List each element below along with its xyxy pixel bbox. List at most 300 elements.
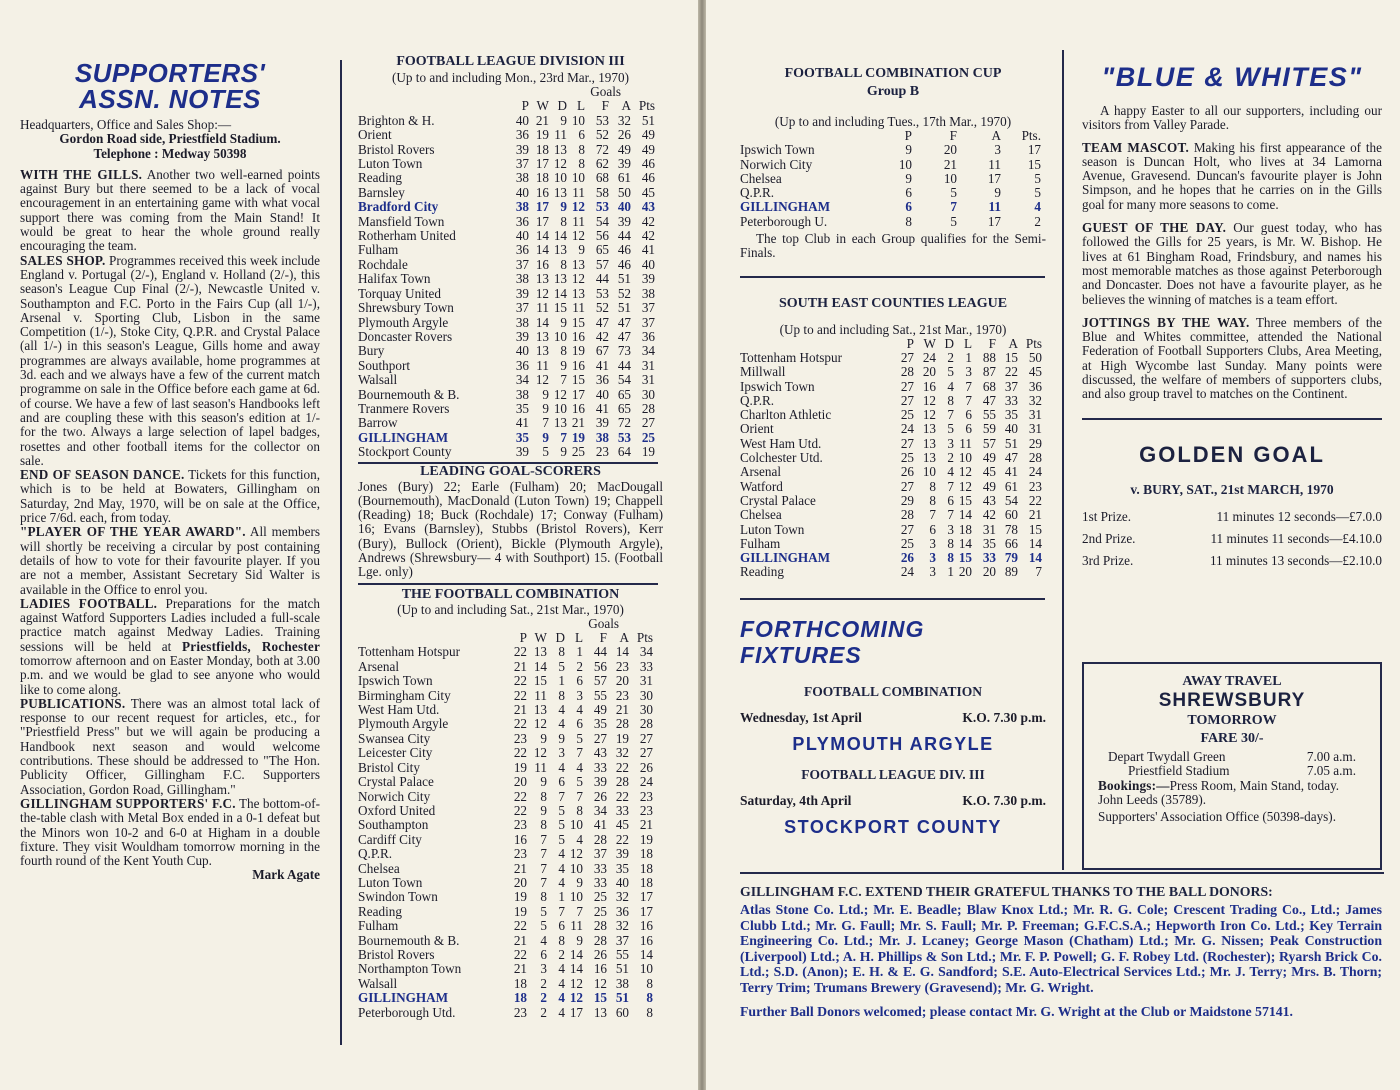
column-header: W	[923, 335, 936, 351]
away-travel-box	[1082, 662, 1382, 870]
depart-place: Priestfield Stadium	[1128, 763, 1230, 779]
stat-cell: 32	[617, 112, 631, 128]
table-row	[358, 431, 655, 445]
stat-cell: 19	[513, 903, 527, 919]
team-name: Charlton Athletic	[740, 407, 832, 423]
stat-cell: 11	[988, 199, 1001, 215]
stat-cell: 14	[1028, 535, 1042, 551]
stat-cell: 42	[641, 213, 655, 229]
stat-cell: 9	[542, 400, 549, 416]
stat-cell: 7	[576, 745, 583, 761]
stat-cell: 7	[1035, 564, 1042, 580]
stat-cell: 65	[617, 400, 631, 416]
stat-cell: 21	[513, 860, 527, 876]
column-header: L	[574, 630, 583, 646]
team-name: Arsenal	[740, 464, 782, 480]
signature: Mark Agate	[252, 867, 320, 883]
stat-cell: 40	[617, 199, 631, 215]
stat-cell: 51	[1004, 435, 1018, 451]
stat-cell: 19	[571, 429, 585, 445]
stat-cell: 5	[1034, 170, 1041, 186]
div3-subtitle: (Up to and including Mon., 23rd Mar., 1970)	[392, 70, 629, 85]
fixture1-date: Wednesday, 1st April	[740, 709, 862, 725]
table-row	[358, 862, 653, 876]
stat-cell: 17	[1027, 142, 1041, 158]
stat-cell: 6	[558, 774, 565, 790]
stat-cell: 14	[569, 946, 583, 962]
para-heading: LADIES FOOTBALL.	[20, 595, 158, 611]
stat-cell: 41	[641, 242, 655, 258]
stat-cell: 8	[560, 343, 567, 359]
stat-cell: 21	[513, 658, 527, 674]
stat-cell: 17	[535, 199, 549, 215]
prize-row	[1082, 550, 1382, 572]
team-name: Reading	[358, 903, 402, 919]
stat-cell: 40	[515, 112, 529, 128]
stat-cell: 32	[615, 889, 629, 905]
stat-cell: 53	[595, 199, 609, 215]
table-row	[740, 494, 1042, 508]
team-name: Ipswich Town	[740, 378, 815, 394]
stat-cell: 39	[515, 285, 529, 301]
stat-cell: 31	[1028, 421, 1042, 437]
stat-cell: 12	[593, 975, 607, 991]
team-name: Bristol Rovers	[358, 946, 435, 962]
stat-cell: 14	[639, 946, 653, 962]
secl-subtitle: (Up to and including Sat., 21st Mar., 1970)	[779, 321, 1007, 337]
team-name: GILLINGHAM	[358, 429, 449, 445]
stat-cell: 11	[988, 156, 1001, 172]
team-name: Plymouth Argyle	[358, 314, 449, 330]
table-row	[358, 359, 655, 373]
team-name: Arsenal	[358, 658, 400, 674]
stat-cell: 54	[1004, 492, 1018, 508]
stat-cell: 35	[515, 429, 529, 445]
stat-cell: 13	[553, 141, 567, 157]
para-text: Three members of the Blue and Whites committee, attended the National Federation of Football Supporters Clubs, Area Meeting, at High Wycombe last Sunday. Many points were discussed, the welfare of members of supporters clubs, and also group travel to matches on the Continent.	[1082, 314, 1382, 402]
stat-cell: 19	[641, 444, 655, 460]
stat-cell: 10	[553, 400, 567, 416]
stat-cell: 27	[900, 349, 914, 365]
table-row	[740, 465, 1042, 479]
stat-cell: 65	[617, 386, 631, 402]
stat-cell: 12	[533, 745, 547, 761]
stat-cell: 20	[943, 142, 957, 158]
team-name: Bournemouth & B.	[358, 386, 460, 402]
stat-cell: 24	[639, 774, 653, 790]
team-name: Rochdale	[358, 256, 408, 272]
stat-cell: 5	[1034, 185, 1041, 201]
stat-cell: 33	[593, 759, 607, 775]
stat-cell: 16	[593, 961, 607, 977]
bookings-text: Press Room, Main Stand, today.	[1169, 777, 1340, 793]
stat-cell: 51	[615, 961, 629, 977]
stat-cell: 8	[947, 392, 954, 408]
table-row	[358, 171, 655, 185]
stat-cell: 13	[535, 343, 549, 359]
stat-cell: 10	[569, 860, 583, 876]
stat-cell: 28	[593, 932, 607, 948]
stat-cell: 23	[513, 846, 527, 862]
stat-cell: 27	[900, 378, 914, 394]
stat-cell: 9	[576, 874, 583, 890]
stat-cell: 3	[540, 961, 547, 977]
stat-cell: 47	[617, 328, 631, 344]
bluewhites-intro: A happy Easter to all our supporters, including our visitors from Valley Parade.	[1082, 103, 1382, 133]
stat-cell: 5	[558, 658, 565, 674]
stat-cell: 38	[641, 285, 655, 301]
stat-cell: 21	[513, 932, 527, 948]
secl-table	[740, 337, 1046, 580]
stat-cell: 15	[571, 372, 585, 388]
table-row	[740, 215, 1041, 229]
fixture1-competition: FOOTBALL COMBINATION	[804, 683, 982, 699]
table-row	[358, 703, 653, 717]
stat-cell: 36	[615, 903, 629, 919]
stat-cell: 22	[615, 831, 629, 847]
table-row	[358, 243, 655, 257]
team-name: Fulham	[358, 918, 399, 934]
stat-cell: 56	[593, 658, 607, 674]
stat-cell: 45	[641, 184, 655, 200]
stat-cell: 27	[900, 435, 914, 451]
team-name: Rotherham United	[358, 228, 456, 244]
section-rule	[740, 276, 1045, 278]
stat-cell: 10	[943, 170, 957, 186]
stat-cell: 9	[560, 314, 567, 330]
table-row	[740, 480, 1042, 494]
stat-cell: 68	[982, 378, 996, 394]
stat-cell: 34	[641, 343, 655, 359]
column-header: F	[988, 335, 996, 351]
stat-cell: 22	[513, 918, 527, 934]
stat-cell: 15	[1004, 349, 1018, 365]
table-row	[358, 229, 655, 243]
stat-cell: 33	[593, 860, 607, 876]
header-team-cell	[358, 99, 503, 113]
away-destination: SHREWSBURY	[1158, 690, 1306, 711]
stat-cell: 36	[641, 328, 655, 344]
stat-cell: 9	[560, 112, 567, 128]
para-text: Making his first appearance of the season is Duncan Holt, who lives at 34 Lamorna Avenue, Gravesend. Duncan's favourite player is John Simpson, and he hopes that he carries on in the Gills goal for many more seasons to come.	[1082, 139, 1383, 212]
stat-cell: 18	[639, 846, 653, 862]
stat-cell: 42	[595, 328, 609, 344]
column-header: P	[906, 335, 914, 351]
team-name: Halifax Town	[358, 271, 431, 287]
stat-cell: 4	[1034, 199, 1041, 215]
stat-cell: 14	[553, 228, 567, 244]
column-header: W	[534, 630, 547, 646]
stat-cell: 13	[535, 328, 549, 344]
stat-cell: 26	[593, 788, 607, 804]
stat-cell: 42	[641, 228, 655, 244]
stat-cell: 15	[1027, 156, 1041, 172]
team-name: Birmingham City	[358, 687, 451, 703]
stat-cell: 39	[515, 328, 529, 344]
team-name: Chelsea	[740, 170, 782, 186]
stat-cell: 7	[576, 788, 583, 804]
bookings-heading: Bookings:—	[1098, 777, 1170, 793]
stat-cell: 39	[515, 141, 529, 157]
stat-cell: 22	[615, 788, 629, 804]
column-header: W	[536, 98, 549, 114]
table-row	[358, 301, 655, 315]
stat-cell: 50	[617, 184, 631, 200]
team-name: Crystal Palace	[358, 774, 434, 790]
stat-cell: 12	[958, 478, 972, 494]
stat-cell: 7	[540, 846, 547, 862]
header-team-cell	[358, 631, 501, 645]
table-row	[740, 551, 1042, 565]
hq-address: Gordon Road side, Priestfield Stadium.	[59, 131, 281, 147]
table-row	[358, 876, 653, 890]
stat-cell: 18	[535, 141, 549, 157]
stat-cell: 14	[535, 228, 549, 244]
table-row	[358, 330, 655, 344]
stat-cell: 20	[982, 564, 996, 580]
stat-cell: 9	[905, 142, 912, 158]
stat-cell: 23	[513, 817, 527, 833]
team-name: Barnsley	[358, 184, 405, 200]
stat-cell: 12	[553, 386, 567, 402]
section-rule	[358, 583, 658, 585]
table-row	[358, 402, 655, 416]
stat-cell: 36	[515, 127, 529, 143]
stat-cell: 51	[617, 271, 631, 287]
stat-cell: 4	[576, 831, 583, 847]
column-header: L	[576, 98, 585, 114]
stat-cell: 27	[900, 392, 914, 408]
stat-cell: 37	[641, 300, 655, 316]
stat-cell: 51	[617, 300, 631, 316]
prize-time: 11 minutes 11 seconds—£4.10.0	[1210, 530, 1382, 546]
team-name: Colchester Utd.	[740, 450, 823, 466]
team-name: Chelsea	[740, 507, 782, 523]
stat-cell: 12	[535, 372, 549, 388]
table-row	[740, 537, 1042, 551]
stat-cell: 5	[576, 774, 583, 790]
table-row	[358, 919, 653, 933]
away-fare: FARE 30/-	[1200, 731, 1264, 746]
stat-cell: 40	[595, 386, 609, 402]
column-header: D	[557, 98, 567, 114]
hq-intro: Headquarters, Office and Sales Shop:—	[20, 117, 232, 132]
para-heading: GUEST OF THE DAY.	[1082, 220, 1227, 236]
para-heading: WITH THE GILLS.	[20, 166, 143, 182]
combination-title: THE FOOTBALL COMBINATION	[401, 586, 620, 602]
stat-cell: 33	[615, 802, 629, 818]
stat-cell: 23	[513, 730, 527, 746]
stat-cell: 4	[558, 874, 565, 890]
table-row	[358, 804, 653, 818]
stat-cell: 51	[615, 990, 629, 1006]
cup-group: Group B	[866, 84, 920, 99]
stat-cell: 4	[558, 1004, 565, 1020]
prize-time: 11 minutes 12 seconds—£7.0.0	[1216, 508, 1382, 524]
stat-cell: 7	[947, 478, 954, 494]
stat-cell: 12	[569, 975, 583, 991]
section-rule	[1082, 418, 1382, 420]
table-row	[740, 186, 1041, 200]
stat-cell: 22	[513, 644, 527, 660]
stat-cell: 22	[1004, 364, 1018, 380]
team-name: Bradford City	[358, 199, 439, 215]
stat-cell: 10	[569, 889, 583, 905]
stat-cell: 11	[554, 127, 567, 143]
stat-cell: 7	[540, 860, 547, 876]
stat-cell: 30	[639, 687, 653, 703]
stat-cell: 13	[922, 435, 936, 451]
donors-list: Atlas Stone Co. Ltd.; Mr. E. Beadle; Blaw Knox Ltd.; Mr. R. G. Cole; Crescent Trading Co., Ltd.; James Clubb Ltd.; Mr. G. Faull; Mr. S. Faull; Mr. P. Freeman; G.F.C.S.A.; Hepworth Iron Co. Ltd.; Key Terrain Engineering Co. Ltd.; Mr. J. Lcaney; George Mason (Chatham) Ltd.; Mr. G. Nissen; Peak Construction (Liverpool) Ltd.; A. H. Phillips & Son Ltd.; Mr. F. P. Powell; G. F. Robey Ltd. (Rochester); Ryarsh Brick Co. Ltd.; S.D. (Anon); E. H. & E. G. Sandford; S.E. Auto-Electrical Services Ltd.; Mr. J. Terry; Mrs. B. Thorn; Terry Trim; Trumans Brewery (Gravesend); Mr. G. Wright.	[740, 902, 1382, 995]
stat-cell: 53	[595, 112, 609, 128]
stat-cell: 5	[576, 730, 583, 746]
stat-cell: 49	[982, 478, 996, 494]
stat-cell: 18	[639, 874, 653, 890]
stat-cell: 44	[595, 271, 609, 287]
stat-cell: 44	[593, 644, 607, 660]
stat-cell: 21	[535, 112, 549, 128]
para-ladies-football	[20, 597, 320, 697]
stat-cell: 26	[639, 759, 653, 775]
team-name: Walsall	[358, 372, 398, 388]
stat-cell: 33	[982, 550, 996, 566]
stat-cell: 23	[639, 788, 653, 804]
stat-cell: 8	[560, 256, 567, 272]
column-header: Pts.	[1021, 128, 1041, 143]
bookings	[1098, 779, 1366, 793]
team-name: Crystal Palace	[740, 492, 816, 508]
stat-cell: 16	[571, 400, 585, 416]
cup-subtitle: (Up to and including Tues., 17th Mar., 1970)	[774, 114, 1012, 129]
stat-cell: 10	[569, 817, 583, 833]
table-row	[358, 143, 655, 157]
stat-cell: 4	[558, 975, 565, 991]
stat-cell: 7	[560, 429, 567, 445]
stat-cell: 19	[535, 127, 549, 143]
para-player-award	[20, 525, 320, 596]
column-header: P	[521, 98, 529, 114]
stat-cell: 31	[1028, 407, 1042, 423]
team-name: Southampton	[358, 817, 429, 833]
stat-cell: 39	[615, 846, 629, 862]
stat-cell: 22	[513, 788, 527, 804]
fixture2-date: Saturday, 4th April	[740, 792, 852, 808]
stat-cell: 4	[558, 846, 565, 862]
team-name: Stockport County	[358, 444, 452, 460]
table-row	[358, 818, 653, 832]
stat-cell: 2	[540, 1004, 547, 1020]
stat-cell: 23	[615, 687, 629, 703]
stat-cell: 17	[535, 156, 549, 172]
stat-cell: 19	[513, 759, 527, 775]
stat-cell: 12	[553, 156, 567, 172]
header-row	[740, 129, 1041, 143]
stat-cell: 8	[929, 478, 936, 494]
table-row	[358, 186, 655, 200]
left-page	[0, 0, 698, 1090]
stat-cell: 22	[513, 745, 527, 761]
stat-cell: 40	[615, 874, 629, 890]
secl-league-table	[740, 337, 1042, 580]
stat-cell: 15	[533, 673, 547, 689]
stat-cell: 27	[900, 478, 914, 494]
stat-cell: 73	[617, 343, 631, 359]
stat-cell: 5	[542, 444, 549, 460]
stat-cell: 7	[560, 372, 567, 388]
stat-cell: 6	[929, 521, 936, 537]
stat-cell: 23	[1028, 478, 1042, 494]
team-name: Norwich City	[740, 156, 813, 172]
stat-cell: 8	[947, 550, 954, 566]
stat-cell: 40	[641, 256, 655, 272]
stat-cell: 3	[576, 687, 583, 703]
supporters-title-line1: SUPPORTERS'	[74, 58, 266, 88]
stat-cell: 17	[535, 213, 549, 229]
stat-cell: 12	[571, 199, 585, 215]
stat-cell: 26	[593, 946, 607, 962]
secl-title: SOUTH EAST COUNTIES LEAGUE	[778, 295, 1008, 311]
goals-label: Goals	[590, 84, 621, 99]
stat-cell: 1	[558, 889, 565, 905]
stat-cell: 36	[595, 372, 609, 388]
stat-cell: 4	[540, 932, 547, 948]
team-name: GILLINGHAM	[740, 199, 831, 215]
stat-cell: 64	[617, 444, 631, 460]
column-header: A	[1008, 335, 1018, 351]
stat-cell: 52	[595, 127, 609, 143]
stat-cell: 31	[639, 673, 653, 689]
stat-cell: 20	[922, 364, 936, 380]
stat-cell: 7	[947, 507, 954, 523]
team-name: Luton Town	[358, 874, 423, 890]
stat-cell: 30	[639, 702, 653, 718]
stat-cell: 9	[560, 199, 567, 215]
scorers-text: Jones (Bury) 22; Earle (Fulham) 20; MacDougall (Bournemouth), MacDonald (Luton Town) 19; Chappell (Reading) 18; Buck (Rochdale) 17; Conway (Fulham) 16; Evans (Barnsley), Stubbs (Bristol Rovers), Kerr (Bury), Bullock (Orient), Bickle (Plymouth Argyle), Andrews (Shrewsbury— 4 with Southport) 15. (Football Lge. only)	[358, 478, 663, 580]
stat-cell: 4	[558, 990, 565, 1006]
stat-cell: 22	[513, 946, 527, 962]
stat-cell: 54	[617, 372, 631, 388]
column-header: P	[904, 128, 912, 143]
stat-cell: 8	[578, 141, 585, 157]
table-row	[358, 674, 653, 688]
stat-cell: 12	[922, 407, 936, 423]
para-supporters-fc	[20, 797, 320, 868]
table-row	[358, 344, 655, 358]
stat-cell: 37	[515, 156, 529, 172]
stat-cell: 51	[641, 112, 655, 128]
stat-cell: 22	[513, 687, 527, 703]
column-header: D	[944, 335, 954, 351]
stat-cell: 46	[617, 256, 631, 272]
stat-cell: 38	[515, 386, 529, 402]
stat-cell: 78	[1004, 521, 1018, 537]
stat-cell: 49	[593, 702, 607, 718]
stat-cell: 19	[571, 343, 585, 359]
cup-title: FOOTBALL COMBINATION CUP	[784, 66, 1002, 81]
team-name: Bournemouth & B.	[358, 932, 460, 948]
stat-cell: 36	[515, 242, 529, 258]
stat-cell: 25	[900, 407, 914, 423]
stat-cell: 39	[593, 774, 607, 790]
stat-cell: 13	[571, 256, 585, 272]
team-name: Shrewsbury Town	[358, 300, 454, 316]
stat-cell: 14	[958, 507, 972, 523]
team-name: Luton Town	[358, 156, 423, 172]
stat-cell: 88	[982, 349, 996, 365]
stat-cell: 35	[515, 400, 529, 416]
table-row	[740, 172, 1041, 186]
stat-cell: 17	[987, 213, 1001, 229]
